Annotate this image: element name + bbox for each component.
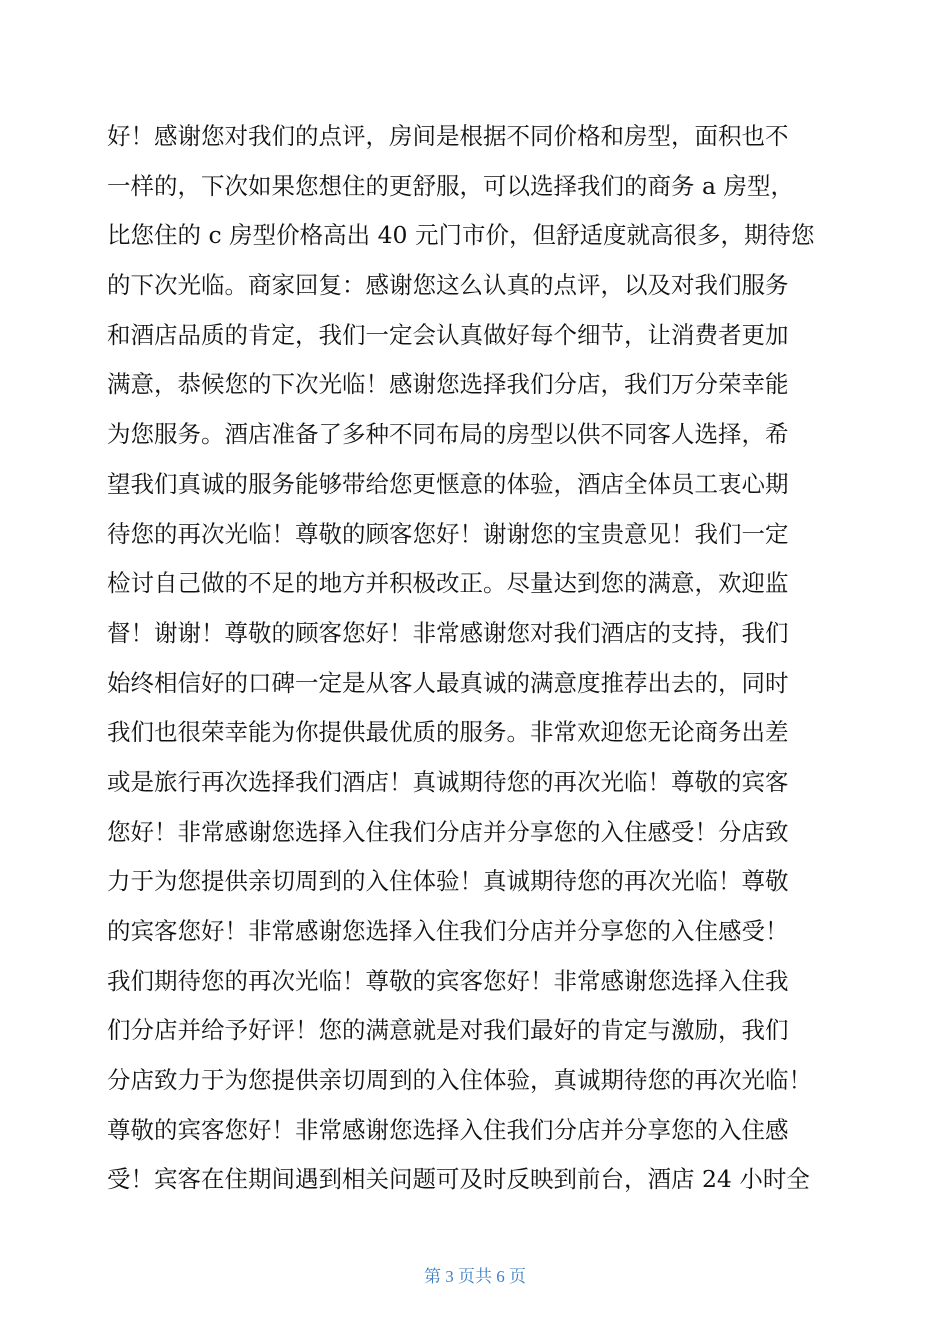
text-line: 为您服务。酒店准备了多种不同布局的房型以供不同客人选择，希 — [107, 420, 789, 449]
text-line: 们分店并给予好评！您的满意就是对我们最好的肯定与激励，我们 — [107, 1016, 789, 1045]
page-number-footer: 第 3 页共 6 页 — [424, 1267, 526, 1286]
text-line: 和酒店品质的肯定，我们一定会认真做好每个细节，让消费者更加 — [107, 320, 789, 349]
text-line: 始终相信好的口碑一定是从客人最真诚的满意度推荐出去的，同时 — [107, 668, 789, 697]
text-line: 待您的再次光临！尊敬的顾客您好！谢谢您的宝贵意见！我们一定 — [107, 519, 789, 548]
text-line: 督！谢谢！尊敬的顾客您好！非常感谢您对我们酒店的支持，我们 — [107, 618, 789, 647]
text-line: 望我们真诚的服务能够带给您更惬意的体验，酒店全体员工衷心期 — [107, 469, 789, 498]
body-text — [107, 112, 847, 1205]
text-line: 一样的，下次如果您想住的更舒服，可以选择我们的商务 a 房型， — [107, 171, 794, 200]
text-line: 好！感谢您对我们的点评，房间是根据不同价格和房型，面积也不 — [107, 122, 789, 150]
text-line: 满意，恭候您的下次光临！感谢您选择我们分店，我们万分荣幸能 — [107, 370, 789, 399]
text-line: 或是旅行再次选择我们酒店！真诚期待您的再次光临！尊敬的宾客 — [107, 767, 789, 796]
text-line: 比您住的 c 房型价格高出 40 元门市价，但舒适度就高很多，期待您 — [107, 221, 815, 250]
text-line: 您好！非常感谢您选择入住我们分店并分享您的入住感受！分店致 — [107, 817, 789, 846]
text-line: 我们期待您的再次光临！尊敬的宾客您好！非常感谢您选择入住我 — [107, 966, 789, 995]
text-line: 分店致力于为您提供亲切周到的入住体验，真诚期待您的再次光临！ — [107, 1066, 812, 1095]
text-line: 受！宾客在住期间遇到相关问题可及时反映到前台，酒店 24 小时全 — [107, 1165, 810, 1194]
text-line: 尊敬的宾客您好！非常感谢您选择入住我们分店并分享您的入住感 — [107, 1115, 789, 1144]
text-line: 力于为您提供亲切周到的入住体验！真诚期待您的再次光临！尊敬 — [107, 867, 789, 896]
text-line: 检讨自己做的不足的地方并积极改正。尽量达到您的满意，欢迎监 — [107, 569, 789, 598]
text-line: 的宾客您好！非常感谢您选择入住我们分店并分享您的入住感受！ — [107, 917, 789, 945]
text-line: 我们也很荣幸能为你提供最优质的服务。非常欢迎您无论商务出差 — [107, 718, 789, 747]
text-line: 的下次光临。商家回复：感谢您这么认真的点评，以及对我们服务 — [107, 271, 789, 300]
